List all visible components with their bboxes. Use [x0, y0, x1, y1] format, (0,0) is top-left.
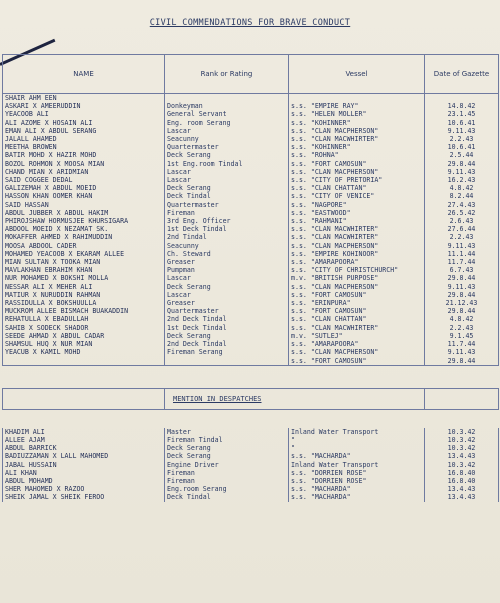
date-cell: 13.4.43: [425, 452, 499, 460]
name-cell: ALLEE AJAM: [3, 436, 165, 444]
table-row: [3, 160, 499, 168]
rank-cell: Eng. room Serang: [165, 119, 289, 127]
table-row: [3, 452, 499, 460]
vessel-cell: s.s. "AMARAPOORA": [289, 258, 425, 266]
table-row: [3, 436, 499, 444]
table-row: [3, 250, 499, 258]
name-cell: MEETHA BROWEN: [3, 143, 165, 151]
date-cell: 9.11.43: [425, 127, 499, 135]
name-cell: [3, 357, 165, 366]
name-cell: BATIR MOHD X HAZIR MOHD: [3, 151, 165, 159]
table-row: [3, 192, 499, 200]
date-cell: 16.8.40: [425, 469, 499, 477]
rank-cell: Greaser: [165, 299, 289, 307]
rank-cell: Lascar: [165, 127, 289, 135]
date-cell: 29.8.44: [425, 291, 499, 299]
table-row: [3, 201, 499, 209]
table-row: [3, 225, 499, 233]
table-row: [3, 209, 499, 217]
table-row: [3, 233, 499, 241]
name-cell: ABDUL MOHAMD: [3, 477, 165, 485]
rank-cell: Deck Serang: [165, 444, 289, 452]
vessel-cell: s.s. "EASTWOOD": [289, 209, 425, 217]
rank-cell: Greaser: [165, 258, 289, 266]
document-title: CIVIL COMMENDATIONS FOR BRAVE CONDUCT: [149, 18, 351, 28]
table-row: [3, 143, 499, 151]
rank-cell: Fireman Serang: [165, 348, 289, 356]
date-cell: 13.4.43: [425, 485, 499, 493]
date-cell: 11.7.44: [425, 340, 499, 348]
rank-cell: Fireman: [165, 477, 289, 485]
table-row: [3, 283, 499, 291]
vessel-cell: s.s. "CLAN MACPHERSON": [289, 348, 425, 356]
rank-cell: General Servant: [165, 110, 289, 118]
table-row: [3, 477, 499, 485]
table-row: [3, 340, 499, 348]
name-cell: REHATULLA X EBADULLAH: [3, 315, 165, 323]
vessel-cell: Inland Water Transport: [289, 428, 425, 436]
date-cell: 2.6.43: [425, 217, 499, 225]
rank-cell: Lascar: [165, 291, 289, 299]
date-cell: 8.2.44: [425, 192, 499, 200]
rank-cell: Deck Serang: [165, 184, 289, 192]
date-cell: 29.8.44: [425, 357, 499, 366]
vessel-cell: s.s. "CLAN MACWHIRTER": [289, 135, 425, 143]
rank-cell: Quartermaster: [165, 307, 289, 315]
rank-cell: Lascar: [165, 168, 289, 176]
vessel-cell: s.s. "DORRIEN ROSE": [289, 469, 425, 477]
name-cell: EMAN ALI X ABDUL SERANG: [3, 127, 165, 135]
rank-cell: 2nd Deck Tindal: [165, 315, 289, 323]
table-header-row: [3, 55, 499, 94]
vessel-cell: s.s. "RAHMANI": [289, 217, 425, 225]
date-cell: 27.4.43: [425, 201, 499, 209]
date-cell: 6.7.43: [425, 266, 499, 274]
table-row: [3, 110, 499, 118]
date-cell: 9.11.43: [425, 168, 499, 176]
vessel-cell: s.s. "CLAN MACPHERSON": [289, 127, 425, 135]
name-cell: YEACUB X KAMIL MOHD: [3, 348, 165, 356]
vessel-cell: s.s. "CLAN CHATTAN": [289, 315, 425, 323]
date-cell: 9.11.43: [425, 242, 499, 250]
name-cell: RASSIDULLA X BOKSHUULLA: [3, 299, 165, 307]
vessel-cell: s.s. "MACHARDA": [289, 485, 425, 493]
rank-cell: Engine Driver: [165, 461, 289, 469]
table-row: [3, 324, 499, 332]
name-cell: SHAMSUL HUQ X NUR MIAN: [3, 340, 165, 348]
vessel-cell: s.s. "MACHARDA": [289, 452, 425, 460]
date-cell: 10.6.41: [425, 119, 499, 127]
rank-cell: Deck Serang: [165, 452, 289, 460]
name-cell: CHAND MIAN X ARIDMIAN: [3, 168, 165, 176]
name-cell: ASKARI X AMEERUDDIN: [3, 102, 165, 110]
rank-cell: Pumpman: [165, 266, 289, 274]
commendations-body: [3, 94, 499, 366]
rank-cell: Lascar: [165, 274, 289, 282]
name-cell: KHADIM ALI: [3, 428, 165, 436]
table-row: [3, 119, 499, 127]
date-cell: 29.8.44: [425, 274, 499, 282]
vessel-cell: s.s. "CLAN CHATTAN": [289, 184, 425, 192]
rank-cell: Deck Serang: [165, 332, 289, 340]
vessel-cell: s.s. "EMPIRE RAY": [289, 102, 425, 110]
name-cell: SAHIB X SODECK SHADOR: [3, 324, 165, 332]
despatches-title: MENTION IN DESPATCHES: [165, 388, 425, 409]
rank-cell: Eng.room Serang: [165, 485, 289, 493]
vessel-cell: s.s. "CLAN MACPHERSON": [289, 283, 425, 291]
date-cell: 9.1.45: [425, 332, 499, 340]
vessel-cell: s.s. "CLAN MACPHERSON": [289, 168, 425, 176]
name-cell: MATIUR X NURUDDIN RAHMAN: [3, 291, 165, 299]
name-cell: SHER MAHOMED X RAZOO: [3, 485, 165, 493]
rank-cell: [165, 357, 289, 366]
name-cell: MOOSA ABDOOL CADER: [3, 242, 165, 250]
table-row: [3, 444, 499, 452]
rank-cell: Deck Serang: [165, 151, 289, 159]
despatches-header-row: [3, 388, 499, 409]
table-row: [3, 493, 499, 501]
name-cell: PHIROJSHAW HORMUSJEE KHURSIGARA: [3, 217, 165, 225]
name-cell: YEACOOB ALI: [3, 110, 165, 118]
vessel-cell: Inland Water Transport: [289, 461, 425, 469]
rank-cell: Seacunny: [165, 242, 289, 250]
name-cell: NESSAR ALI X MEHER ALI: [3, 283, 165, 291]
name-cell: BOZOL ROHMON X MOOSA MIAN: [3, 160, 165, 168]
date-cell: 11.1.44: [425, 250, 499, 258]
vessel-cell: s.s. "CITY OF PRETORIA": [289, 176, 425, 184]
date-cell: 2.2.43: [425, 135, 499, 143]
name-cell: BADIUZZAMAN X LALL MAHOMED: [3, 452, 165, 460]
rank-cell: Quartermaster: [165, 143, 289, 151]
name-cell: MOKAFFER AHMED X RAHIMUDDIN: [3, 233, 165, 241]
vessel-cell: s.s. "FORT CAMOSUN": [289, 160, 425, 168]
date-cell: 26.5.42: [425, 209, 499, 217]
header-vessel: Vessel: [289, 55, 425, 94]
name-cell: SEEDE AHMAD X ABDUL CADAR: [3, 332, 165, 340]
table-row: [3, 94, 499, 103]
table-row: [3, 168, 499, 176]
date-cell: 13.4.43: [425, 493, 499, 501]
table-row: [3, 469, 499, 477]
table-row: [3, 357, 499, 366]
vessel-cell: s.s. "ERINPURA": [289, 299, 425, 307]
date-cell: 2.5.44: [425, 151, 499, 159]
name-cell: SHAIR AHM EEN: [3, 94, 165, 103]
vessel-cell: s.s. "NAGPORE": [289, 201, 425, 209]
name-cell: MIAN SULTAN X TOOKA MIAN: [3, 258, 165, 266]
rank-cell: Deck Tindal: [165, 493, 289, 501]
date-cell: 29.8.44: [425, 160, 499, 168]
date-cell: 10.3.42: [425, 436, 499, 444]
rank-cell: 1st Eng.room Tindal: [165, 160, 289, 168]
table-row: [3, 217, 499, 225]
header-rank: Rank or Rating: [165, 55, 289, 94]
rank-cell: 1st Deck Tindal: [165, 324, 289, 332]
date-cell: 27.6.44: [425, 225, 499, 233]
date-cell: 10.3.42: [425, 444, 499, 452]
date-cell: 23.1.45: [425, 110, 499, 118]
vessel-cell: m.v. "BRITISH PURPOSE": [289, 274, 425, 282]
name-cell: NUR MOHAMED X BOKSHI MOLLA: [3, 274, 165, 282]
vessel-cell: s.s. "KOHINNER": [289, 119, 425, 127]
table-row: [3, 274, 499, 282]
vessel-cell: s.s. "CLAN MACWHIRTER": [289, 324, 425, 332]
name-cell: ABDUL JUBBER X ABDUL HAKIM: [3, 209, 165, 217]
table-row: [3, 151, 499, 159]
rank-cell: 2nd Tindal: [165, 233, 289, 241]
date-cell: [425, 94, 499, 103]
name-cell: ALI AZOME X HOSAIN ALI: [3, 119, 165, 127]
date-cell: 11.7.44: [425, 258, 499, 266]
table-row: [3, 299, 499, 307]
name-cell: HASSON KHAN OOMER KHAN: [3, 192, 165, 200]
date-cell: 29.8.44: [425, 307, 499, 315]
date-cell: 4.8.42: [425, 184, 499, 192]
vessel-cell: s.s. "ROHNA": [289, 151, 425, 159]
rank-cell: Ch. Steward: [165, 250, 289, 258]
header-name: NAME: [3, 55, 165, 94]
name-cell: JABAL HUSSAIN: [3, 461, 165, 469]
vessel-cell: s.s. "CLAN MACWHIRTER": [289, 233, 425, 241]
table-row: [3, 135, 499, 143]
rank-cell: 1st Deck Tindal: [165, 225, 289, 233]
table-row: [3, 461, 499, 469]
rank-cell: Deck Serang: [165, 283, 289, 291]
name-cell: SHEIK JAMAL X SHEIK FEROO: [3, 493, 165, 501]
commendations-table: [2, 54, 499, 502]
name-cell: MUCKROM ALLEE BISMACH BUAKADDIN: [3, 307, 165, 315]
date-cell: 9.11.43: [425, 283, 499, 291]
date-cell: 2.2.43: [425, 324, 499, 332]
date-cell: 10.3.42: [425, 461, 499, 469]
vessel-cell: s.s. "CLAN MACPHERSON": [289, 242, 425, 250]
name-cell: ABDUL BARRICK: [3, 444, 165, 452]
table-row: [3, 332, 499, 340]
vessel-cell: s.s. "FORT CAMOSUN": [289, 291, 425, 299]
name-cell: ABDOOL MOEID X NEZAMAT SK.: [3, 225, 165, 233]
vessel-cell: s.s. "EMPIRE KOHINOOR": [289, 250, 425, 258]
date-cell: 16.2.43: [425, 176, 499, 184]
date-cell: 2.2.43: [425, 233, 499, 241]
table-row: [3, 184, 499, 192]
rank-cell: 2nd Deck Tindal: [165, 340, 289, 348]
table-row: [3, 485, 499, 493]
date-cell: 10.3.42: [425, 428, 499, 436]
vessel-cell: s.s. "FORT CAMOSUN": [289, 307, 425, 315]
date-cell: 4.8.42: [425, 315, 499, 323]
name-cell: JALALL AHAMED: [3, 135, 165, 143]
rank-cell: Deck Tindal: [165, 192, 289, 200]
header-date: Date of Gazette: [425, 55, 499, 94]
vessel-cell: m.v. "SUTLEJ": [289, 332, 425, 340]
table-row: [3, 348, 499, 356]
rank-cell: Seacunny: [165, 135, 289, 143]
date-cell: 9.11.43: [425, 348, 499, 356]
table-row: [3, 428, 499, 436]
name-cell: SAID COGGEE DEDAL: [3, 176, 165, 184]
table-row: [3, 242, 499, 250]
table-row: [3, 291, 499, 299]
rank-cell: Lascar: [165, 176, 289, 184]
rank-cell: Fireman Tindal: [165, 436, 289, 444]
rank-cell: Donkeyman: [165, 102, 289, 110]
vessel-cell: s.s. "HELEN MOLLER": [289, 110, 425, 118]
date-cell: 14.8.42: [425, 102, 499, 110]
date-cell: 10.6.41: [425, 143, 499, 151]
vessel-cell: s.s. "KOHINNER": [289, 143, 425, 151]
rank-cell: 3rd Eng. Officer: [165, 217, 289, 225]
table-row: [3, 102, 499, 110]
table-row: [3, 307, 499, 315]
date-cell: 21.12.43: [425, 299, 499, 307]
rank-cell: [165, 94, 289, 103]
name-cell: MOHAMED YEACOOB X EKARAM ALLEE: [3, 250, 165, 258]
rank-cell: Master: [165, 428, 289, 436]
vessel-cell: s.s. "CITY OF VENICE": [289, 192, 425, 200]
table-row: [3, 127, 499, 135]
vessel-cell: s.s. "CLAN MACWHIRTER": [289, 225, 425, 233]
vessel-cell: s.s. "CITY OF CHRISTCHURCH": [289, 266, 425, 274]
vessel-cell: ": [289, 444, 425, 452]
table-row: [3, 266, 499, 274]
despatches-body: [3, 428, 499, 502]
rank-cell: Fireman: [165, 469, 289, 477]
section-break: [3, 365, 499, 428]
table-row: [3, 176, 499, 184]
name-cell: MAVLAKHAN EBRAHIM KHAN: [3, 266, 165, 274]
rank-cell: Fireman: [165, 209, 289, 217]
name-cell: SAID HASSAN: [3, 201, 165, 209]
vessel-cell: s.s. "MACHARDA": [289, 493, 425, 501]
vessel-cell: s.s. "FORT CAMOSUN": [289, 357, 425, 366]
vessel-cell: s.s. "AMARAPOORA": [289, 340, 425, 348]
table-row: [3, 258, 499, 266]
vessel-cell: ": [289, 436, 425, 444]
name-cell: ALI KHAN: [3, 469, 165, 477]
name-cell: GALIZEMAH X ABDUL MOEID: [3, 184, 165, 192]
vessel-cell: [289, 94, 425, 103]
date-cell: 16.8.40: [425, 477, 499, 485]
rank-cell: Quartermaster: [165, 201, 289, 209]
table-row: [3, 315, 499, 323]
vessel-cell: s.s. "DORRIEN ROSE": [289, 477, 425, 485]
